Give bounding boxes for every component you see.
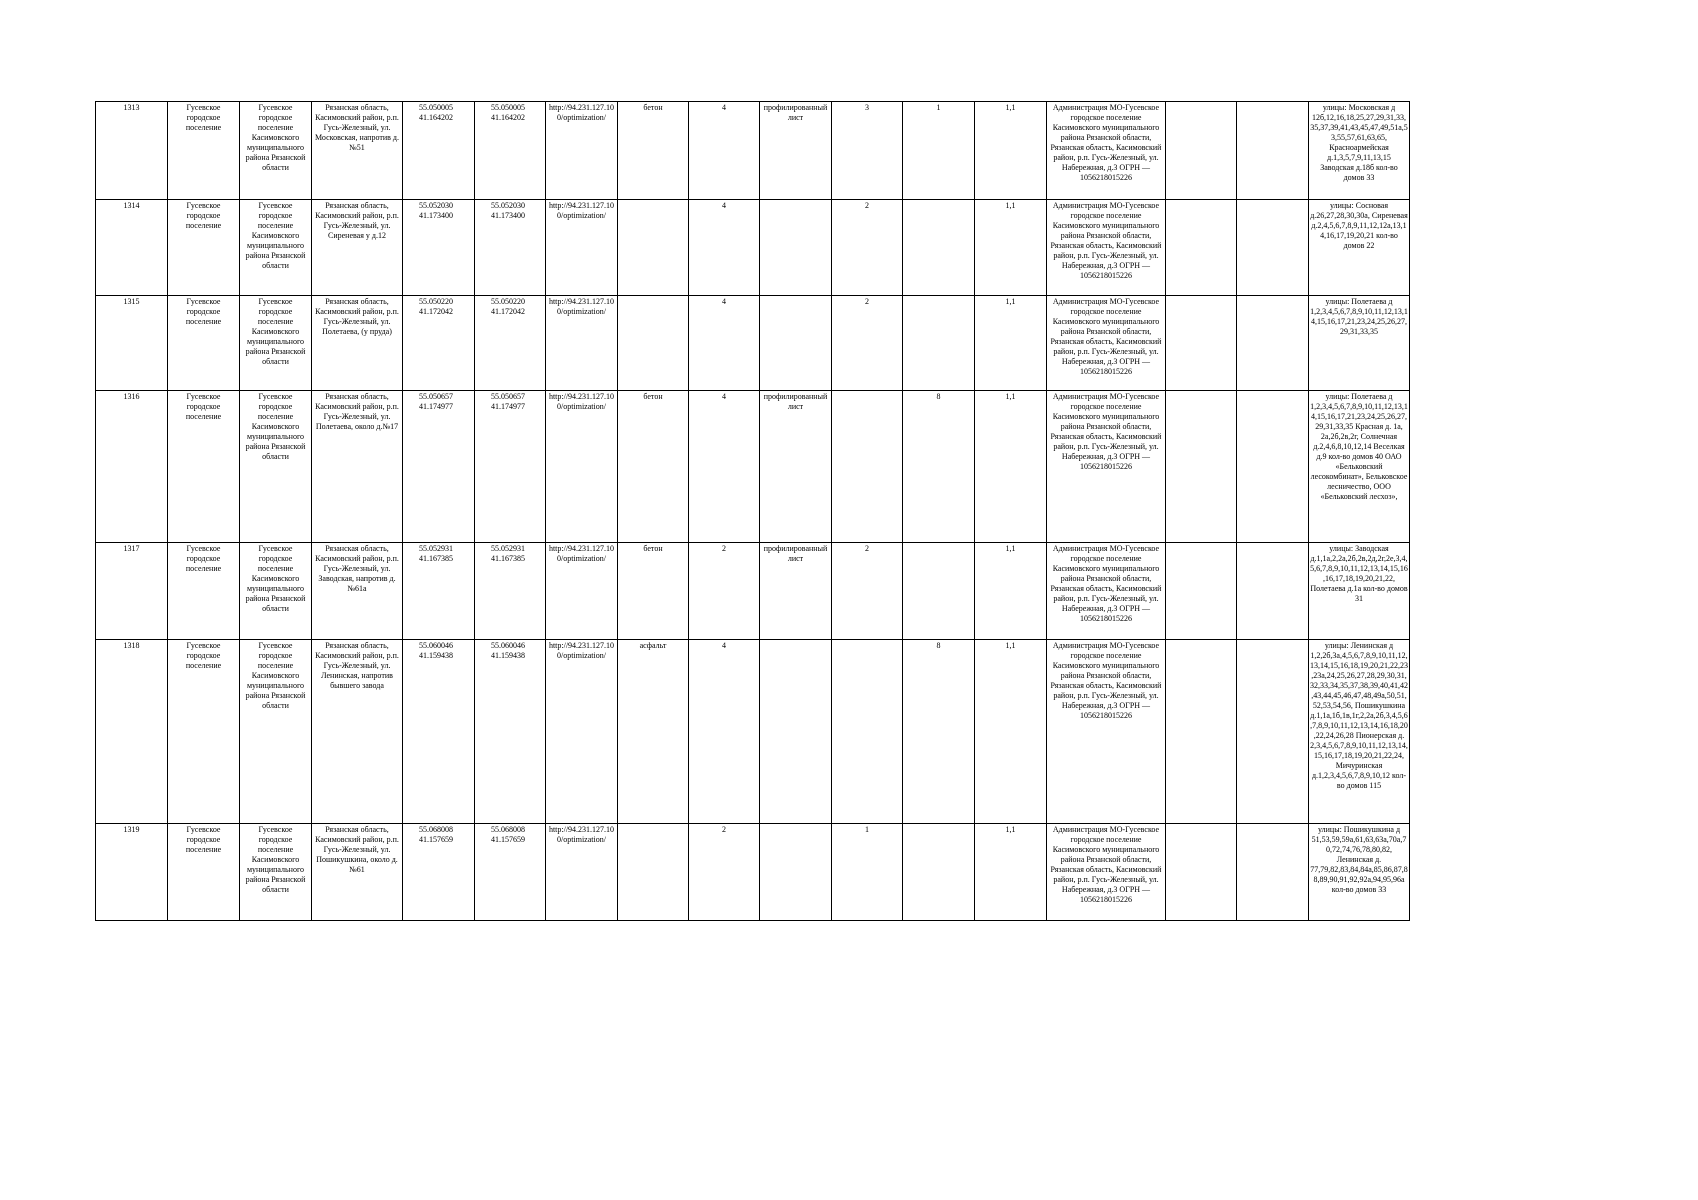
empty-cell	[1237, 200, 1309, 296]
bunkers-count-cell	[903, 296, 975, 391]
address-cell: Рязанская область, Касимовский район, р.п. Гусь-Железный, ул. Заводская, напротив д.№61а	[312, 543, 403, 640]
area-cell: 4	[689, 200, 760, 296]
empty-cell	[1166, 543, 1237, 640]
bunkers-count-cell: 8	[903, 391, 975, 543]
empty-cell	[1166, 391, 1237, 543]
row-number: 1316	[96, 391, 168, 543]
containers-count-cell: 1	[832, 824, 903, 921]
table-row	[96, 296, 1410, 391]
empty-cell	[1237, 102, 1309, 200]
waste-sources-cell: улицы: Ленинская д 1,2,2б,3а,4,5,6,7,8,9,10,11,12,13,14,15,16,18,19,20,21,22,23,23а,24,25,26,27,28,29,30,31,32,33,34,35,37,38,39,40,41,42,43,44,45,46,47,48,49а,50,51,52,53,54,56, Пошикушкина д.1,1а,1б,1в,1г,2,2а,2б,3,4,5,6,7,8,9,10,11,12,13,14,16,18,20,22,24,26,28 Пионерская д. 2,3,4,5,6,7,8,9,10,11,12,13,14,15,16,17,18,19,20,21,22,24, Мичуринская д.1,2,3,4,5,6,7,8,9,10,12 кол-во домов 115	[1309, 640, 1410, 824]
containers-count-cell	[832, 640, 903, 824]
empty-cell	[1237, 824, 1309, 921]
settlement-cell: Гусевское городское поселение	[168, 824, 240, 921]
row-number: 1314	[96, 200, 168, 296]
waste-site-registry-table	[95, 101, 1410, 921]
fence-cell	[760, 640, 832, 824]
fence-cell	[760, 296, 832, 391]
empty-cell	[1166, 200, 1237, 296]
surface-cell: бетон	[618, 102, 689, 200]
containers-count-cell: 2	[832, 296, 903, 391]
fence-cell: профилированный лист	[760, 543, 832, 640]
bunkers-count-cell: 1	[903, 102, 975, 200]
surface-cell	[618, 824, 689, 921]
settlement-cell: Гусевское городское поселение	[168, 640, 240, 824]
empty-cell	[1166, 824, 1237, 921]
municipality-cell: Гусевское городское поселение Касимовского муниципального района Рязанской области	[240, 391, 312, 543]
coordinates-cell: 55.050220 41.172042	[403, 296, 475, 391]
fence-cell	[760, 200, 832, 296]
fence-cell: профилированный лист	[760, 102, 832, 200]
coordinates-cell: 55.060046 41.159438	[403, 640, 475, 824]
coordinates-cell-2: 55.052030 41.173400	[475, 200, 546, 296]
coordinates-cell: 55.068008 41.157659	[403, 824, 475, 921]
table-row	[96, 640, 1410, 824]
empty-cell	[1237, 640, 1309, 824]
settlement-cell: Гусевское городское поселение	[168, 391, 240, 543]
empty-cell	[1237, 296, 1309, 391]
bunkers-count-cell	[903, 824, 975, 921]
empty-cell	[1237, 391, 1309, 543]
waste-sources-cell: улицы: Полетаева д 1,2,3,4,5,6,7,8,9,10,11,12,13,14,15,16,17,21,23,24,25,26,27,29,31,33,35	[1309, 296, 1410, 391]
volume-cell: 1,1	[975, 391, 1047, 543]
row-number: 1319	[96, 824, 168, 921]
table-row	[96, 200, 1410, 296]
containers-count-cell: 3	[832, 102, 903, 200]
waste-sources-cell: улицы: Сосновая д.26,27,28,30,30а, Сиреневая д.2,4,5,6,7,8,9,11,12,12а,13,14,16,17,19,20,21 кол-во домов 22	[1309, 200, 1410, 296]
containers-count-cell: 2	[832, 543, 903, 640]
coordinates-cell-2: 55.050005 41.164202	[475, 102, 546, 200]
owner-cell: Администрация МО-Гусевское городское поселение Касимовского муниципального района Рязанской области, Рязанская область, Касимовский район, р.п. Гусь-Железный, ул. Набережная, д.3 ОГРН — 1056218015226	[1047, 200, 1166, 296]
waste-sources-cell: улицы: Заводская д.1,1а,2,2а,2б,2в,2д,2г,2е,3,4,5,6,7,8,9,10,11,12,13,14,15,16,16,17,18,19,20,21,22, Полетаева д.1а кол-во домов 31	[1309, 543, 1410, 640]
area-cell: 4	[689, 102, 760, 200]
settlement-cell: Гусевское городское поселение	[168, 296, 240, 391]
row-number: 1317	[96, 543, 168, 640]
surface-cell	[618, 200, 689, 296]
settlement-cell: Гусевское городское поселение	[168, 543, 240, 640]
table-row	[96, 391, 1410, 543]
coordinates-cell: 55.050657 41.174977	[403, 391, 475, 543]
map-link[interactable]: http://94.231.127.100/optimization/	[546, 200, 618, 296]
address-cell: Рязанская область, Касимовский район, р.п. Гусь-Железный, ул. Полетаева, около д.№17	[312, 391, 403, 543]
volume-cell: 1,1	[975, 543, 1047, 640]
owner-cell: Администрация МО-Гусевское городское поселение Касимовского муниципального района Рязанской области, Рязанская область, Касимовский район, р.п. Гусь-Железный, ул. Набережная, д.3 ОГРН — 1056218015226	[1047, 296, 1166, 391]
coordinates-cell-2: 55.050657 41.174977	[475, 391, 546, 543]
address-cell: Рязанская область, Касимовский район, р.п. Гусь-Железный, ул. Московская, напротив д.№51	[312, 102, 403, 200]
row-number: 1315	[96, 296, 168, 391]
empty-cell	[1237, 543, 1309, 640]
area-cell: 4	[689, 391, 760, 543]
volume-cell: 1,1	[975, 824, 1047, 921]
map-link[interactable]: http://94.231.127.100/optimization/	[546, 296, 618, 391]
fence-cell: профилированный лист	[760, 391, 832, 543]
address-cell: Рязанская область, Касимовский район, р.п. Гусь-Железный, ул. Полетаева, (у пруда)	[312, 296, 403, 391]
volume-cell: 1,1	[975, 200, 1047, 296]
empty-cell	[1166, 102, 1237, 200]
address-cell: Рязанская область, Касимовский район, р.п. Гусь-Железный, ул. Сиреневая у д.12	[312, 200, 403, 296]
owner-cell: Администрация МО-Гусевское городское поселение Касимовского муниципального района Рязанской области, Рязанская область, Касимовский район, р.п. Гусь-Железный, ул. Набережная, д.3 ОГРН — 1056218015226	[1047, 543, 1166, 640]
empty-cell	[1166, 296, 1237, 391]
owner-cell: Администрация МО-Гусевское городское поселение Касимовского муниципального района Рязанской области, Рязанская область, Касимовский район, р.п. Гусь-Железный, ул. Набережная, д.3 ОГРН — 1056218015226	[1047, 640, 1166, 824]
waste-sources-cell: улицы: Полетаева д 1,2,3,4,5,6,7,8,9,10,11,12,13,14,15,16,17,21,23,24,25,26,27,29,31,33,35 Красная д. 1а, 2а,2б,2в,2г, Солнечная д.2,4,6,8,10,12,14 Веселкая д.9 кол-во домов 40 ОАО «Бельковский лесокомбинат», Бельковское лесничество, ООО «Бельковский лесхоз»,	[1309, 391, 1410, 543]
map-link[interactable]: http://94.231.127.100/optimization/	[546, 102, 618, 200]
surface-cell	[618, 296, 689, 391]
owner-cell: Администрация МО-Гусевское городское поселение Касимовского муниципального района Рязанской области, Рязанская область, Касимовский район, р.п. Гусь-Железный, ул. Набережная, д.3 ОГРН — 1056218015226	[1047, 102, 1166, 200]
coordinates-cell-2: 55.050220 41.172042	[475, 296, 546, 391]
fence-cell	[760, 824, 832, 921]
volume-cell: 1,1	[975, 296, 1047, 391]
coordinates-cell-2: 55.068008 41.157659	[475, 824, 546, 921]
municipality-cell: Гусевское городское поселение Касимовского муниципального района Рязанской области	[240, 296, 312, 391]
area-cell: 2	[689, 824, 760, 921]
table-row	[96, 543, 1410, 640]
map-link[interactable]: http://94.231.127.100/optimization/	[546, 640, 618, 824]
containers-count-cell	[832, 391, 903, 543]
table-row	[96, 824, 1410, 921]
address-cell: Рязанская область, Касимовский район, р.п. Гусь-Железный, ул. Ленинская, напротив бывшего завода	[312, 640, 403, 824]
row-number: 1318	[96, 640, 168, 824]
municipality-cell: Гусевское городское поселение Касимовского муниципального района Рязанской области	[240, 824, 312, 921]
coordinates-cell-2: 55.060046 41.159438	[475, 640, 546, 824]
containers-count-cell: 2	[832, 200, 903, 296]
area-cell: 2	[689, 543, 760, 640]
municipality-cell: Гусевское городское поселение Касимовского муниципального района Рязанской области	[240, 640, 312, 824]
bunkers-count-cell: 8	[903, 640, 975, 824]
municipality-cell: Гусевское городское поселение Касимовского муниципального района Рязанской области	[240, 102, 312, 200]
owner-cell: Администрация МО-Гусевское городское поселение Касимовского муниципального района Рязанской области, Рязанская область, Касимовский район, р.п. Гусь-Железный, ул. Набережная, д.3 ОГРН — 1056218015226	[1047, 391, 1166, 543]
map-link[interactable]: http://94.231.127.100/optimization/	[546, 391, 618, 543]
surface-cell: бетон	[618, 543, 689, 640]
waste-sources-cell: улицы: Московская д 12б,12,16,18,25,27,29,31,33,35,37,39,41,43,45,47,49,51а,53,55,57,61,63,65, Красноармейская д.1,3,5,7,9,11,13,15 Заводская д.18б кол-во домов 33	[1309, 102, 1410, 200]
surface-cell: бетон	[618, 391, 689, 543]
surface-cell: асфальт	[618, 640, 689, 824]
volume-cell: 1,1	[975, 102, 1047, 200]
area-cell: 4	[689, 640, 760, 824]
map-link[interactable]: http://94.231.127.100/optimization/	[546, 824, 618, 921]
coordinates-cell: 55.052931 41.167385	[403, 543, 475, 640]
bunkers-count-cell	[903, 200, 975, 296]
table-row	[96, 102, 1410, 200]
address-cell: Рязанская область, Касимовский район, р.п. Гусь-Железный, ул. Пошикушкина, около д.№61	[312, 824, 403, 921]
area-cell: 4	[689, 296, 760, 391]
row-number: 1313	[96, 102, 168, 200]
settlement-cell: Гусевское городское поселение	[168, 102, 240, 200]
coordinates-cell: 55.050005 41.164202	[403, 102, 475, 200]
volume-cell: 1,1	[975, 640, 1047, 824]
settlement-cell: Гусевское городское поселение	[168, 200, 240, 296]
coordinates-cell-2: 55.052931 41.167385	[475, 543, 546, 640]
map-link[interactable]: http://94.231.127.100/optimization/	[546, 543, 618, 640]
municipality-cell: Гусевское городское поселение Касимовского муниципального района Рязанской области	[240, 543, 312, 640]
bunkers-count-cell	[903, 543, 975, 640]
coordinates-cell: 55.052030 41.173400	[403, 200, 475, 296]
municipality-cell: Гусевское городское поселение Касимовского муниципального района Рязанской области	[240, 200, 312, 296]
empty-cell	[1166, 640, 1237, 824]
waste-sources-cell: улицы: Пошикушкина д 51,53,59,59а,61,63,63а,70а,70,72,74,76,78,80,82, Ленинская д. 77,79,82,83,84,84а,85,86,87,88,89,90,91,92,92а,94,95,96а кол-во домов 33	[1309, 824, 1410, 921]
owner-cell: Администрация МО-Гусевское городское поселение Касимовского муниципального района Рязанской области, Рязанская область, Касимовский район, р.п. Гусь-Железный, ул. Набережная, д.3 ОГРН — 1056218015226	[1047, 824, 1166, 921]
